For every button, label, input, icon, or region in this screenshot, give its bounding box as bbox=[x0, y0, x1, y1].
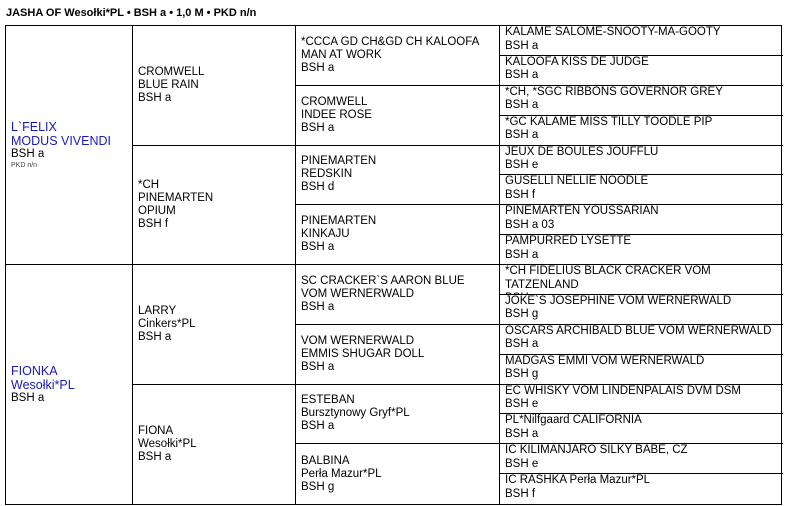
cat-text: BSH a bbox=[505, 427, 539, 440]
cat-text: BSH a bbox=[505, 129, 539, 142]
cat-text: BSH a bbox=[505, 99, 539, 112]
cat-text: VOM WERNERWALD bbox=[301, 287, 415, 300]
cat-text: BSH a bbox=[301, 241, 335, 254]
great-grandparent-cell bbox=[296, 146, 500, 206]
page-title: JASHA OF Wesołki*PL • BSH a • 1,0 M • PKD n/n bbox=[6, 7, 257, 19]
cat-text: *GC KALAME MISS TILLY TOODLE PIP bbox=[505, 115, 713, 128]
cat-text: BSH g bbox=[301, 480, 335, 493]
cat-text: BSH d bbox=[301, 181, 335, 194]
sire-dam-cell bbox=[6, 265, 133, 504]
cat-text: BLUE RAIN bbox=[138, 78, 199, 91]
cat-text: EMMIS SHUGAR DOLL bbox=[301, 347, 425, 360]
cat-text: SC CRACKER`S AARON BLUE bbox=[301, 274, 465, 287]
cat-text: BSH a bbox=[505, 39, 539, 52]
cat-text: KINKAJU bbox=[301, 228, 350, 241]
cat-text: KALOOFA KISS DE JUDGE bbox=[505, 55, 649, 68]
cat-text: PAMPURRED LYSETTE bbox=[505, 235, 632, 248]
great-grandparent-cell bbox=[296, 444, 500, 504]
cat-text: REDSKIN bbox=[301, 168, 353, 181]
cat-text: GUSELLI NELLIE NOODLE bbox=[505, 175, 649, 188]
great-great-grandparent-cell bbox=[500, 205, 783, 235]
cat-text: L`FELIX bbox=[11, 120, 57, 134]
cat-text: BSH a bbox=[11, 392, 45, 404]
grandparent-cell bbox=[133, 26, 296, 146]
sire-dam-cell bbox=[6, 26, 133, 265]
cat-text: BSH f bbox=[505, 487, 536, 500]
great-great-grandparent-cell bbox=[500, 86, 783, 116]
cat-text: BALBINA bbox=[301, 454, 350, 467]
cat-text: BSH a bbox=[138, 330, 172, 343]
great-grandparent-cell bbox=[296, 205, 500, 265]
cat-text: BSH f bbox=[138, 217, 169, 230]
cat-text: BSH g bbox=[505, 308, 539, 321]
cat-text: ESTEBAN bbox=[301, 394, 355, 407]
great-grandparent-cell bbox=[296, 325, 500, 385]
great-great-grandparent-cell bbox=[500, 444, 783, 474]
cat-text: BSH f bbox=[505, 188, 536, 201]
cat-text: PKD n/n bbox=[11, 162, 38, 169]
cat-text: BSH e bbox=[505, 398, 539, 410]
cat-text: EC WHISKY VOM LINDENPALAIS DVM DSM bbox=[505, 384, 742, 397]
cat-text: MAN AT WORK bbox=[301, 48, 382, 61]
cat-text: JOKE`S JOSEPHINE VOM WERNERWALD bbox=[505, 294, 732, 307]
cat-text: MODUS VIVENDI bbox=[11, 134, 112, 148]
cat-text: *CH bbox=[138, 178, 160, 191]
cat-text: *CH FIDELIUS BLACK CRACKER VOM TATZENLAND bbox=[505, 265, 711, 291]
cat-text: BSH a bbox=[138, 450, 172, 463]
cat-text: LARRY bbox=[138, 304, 177, 317]
cat-text: PINEMARTEN bbox=[138, 191, 214, 204]
grandparent-cell bbox=[133, 265, 296, 385]
cat-text: PL*Nilfgaard CALIFORNIA bbox=[505, 414, 642, 427]
grandparent-cell bbox=[133, 146, 296, 266]
cat-text: CROMWELL bbox=[301, 95, 368, 108]
cat-text: VOM WERNERWALD bbox=[301, 334, 415, 347]
cat-text: BSH a bbox=[505, 338, 539, 351]
cat-text: INDEE ROSE bbox=[301, 108, 372, 121]
great-grandparent-cell bbox=[296, 385, 500, 445]
cat-text: PINEMARTEN bbox=[301, 215, 377, 228]
cat-text: BSH g bbox=[505, 368, 539, 381]
cat-text: IC KILIMANJARO SILKY BABE, CZ bbox=[505, 444, 688, 457]
great-great-grandparent-cell bbox=[500, 474, 783, 504]
great-great-grandparent-cell bbox=[500, 355, 783, 385]
cat-text: OPIUM bbox=[138, 204, 176, 217]
cat-text: BSH a bbox=[301, 121, 335, 134]
cat-text: JEUX DE BOULES JOUFFLU bbox=[505, 145, 659, 158]
cat-text: PINEMARTEN YOUSSARIAN bbox=[505, 205, 659, 218]
cat-text: BSH a 03 bbox=[505, 218, 555, 231]
cat-text: OSCARS ARCHIBALD BLUE VOM WERNERWALD bbox=[505, 324, 772, 337]
cat-text: PINEMARTEN bbox=[301, 155, 377, 168]
cat-text: BSH a bbox=[301, 360, 335, 373]
great-grandparent-cell bbox=[296, 86, 500, 146]
great-great-grandparent-cell bbox=[500, 414, 783, 444]
cat-text: KALAME SALOME-SNOOTY-MA-GOOTY bbox=[505, 26, 721, 38]
great-great-grandparent-cell bbox=[500, 26, 783, 56]
cat-text: Bursztynowy Gryf*PL bbox=[301, 407, 410, 420]
cat-text: FIONA bbox=[138, 424, 174, 437]
cat-text: IC RASHKA Perła Mazur*PL bbox=[505, 474, 651, 487]
cat-text: BSH e bbox=[505, 159, 539, 171]
great-great-grandparent-cell bbox=[500, 325, 783, 355]
cat-text: BSH a bbox=[301, 300, 335, 313]
cat-text: BSH a bbox=[11, 148, 45, 160]
cat-text: FIONKA bbox=[11, 364, 58, 378]
cat-text: BSH a bbox=[138, 91, 172, 104]
cat-text: BSH a bbox=[505, 248, 539, 261]
great-great-grandparent-cell bbox=[500, 295, 783, 325]
cat-text: Perła Mazur*PL bbox=[301, 467, 382, 480]
great-great-grandparent-cell bbox=[500, 56, 783, 86]
cat-text: BSH e bbox=[505, 457, 539, 470]
cat-text: BSH a bbox=[301, 420, 335, 433]
great-great-grandparent-cell bbox=[500, 385, 783, 415]
pedigree-table bbox=[5, 25, 782, 505]
cat-text: CROMWELL bbox=[138, 65, 205, 78]
cat-text: BSH a bbox=[505, 69, 539, 82]
great-great-grandparent-cell bbox=[500, 116, 783, 146]
cat-text: BSH a bbox=[301, 61, 335, 74]
great-great-grandparent-cell bbox=[500, 146, 783, 176]
great-grandparent-cell bbox=[296, 265, 500, 325]
cat-text: Wesołki*PL bbox=[11, 378, 75, 392]
great-great-grandparent-cell bbox=[500, 175, 783, 205]
great-great-grandparent-cell bbox=[500, 235, 783, 265]
cat-text: MADGAS EMMI VOM WERNERWALD bbox=[505, 354, 705, 367]
cat-text: Wesołki*PL bbox=[138, 437, 197, 450]
great-great-grandparent-cell bbox=[500, 265, 783, 295]
cat-text: *CCCA GD CH&GD CH KALOOFA bbox=[301, 35, 480, 48]
cat-text: *CH, *SGC RIBBONS GOVERNOR GREY bbox=[505, 85, 723, 98]
cat-text: Cinkers*PL bbox=[138, 317, 196, 330]
great-grandparent-cell bbox=[296, 26, 500, 86]
grandparent-cell bbox=[133, 385, 296, 505]
